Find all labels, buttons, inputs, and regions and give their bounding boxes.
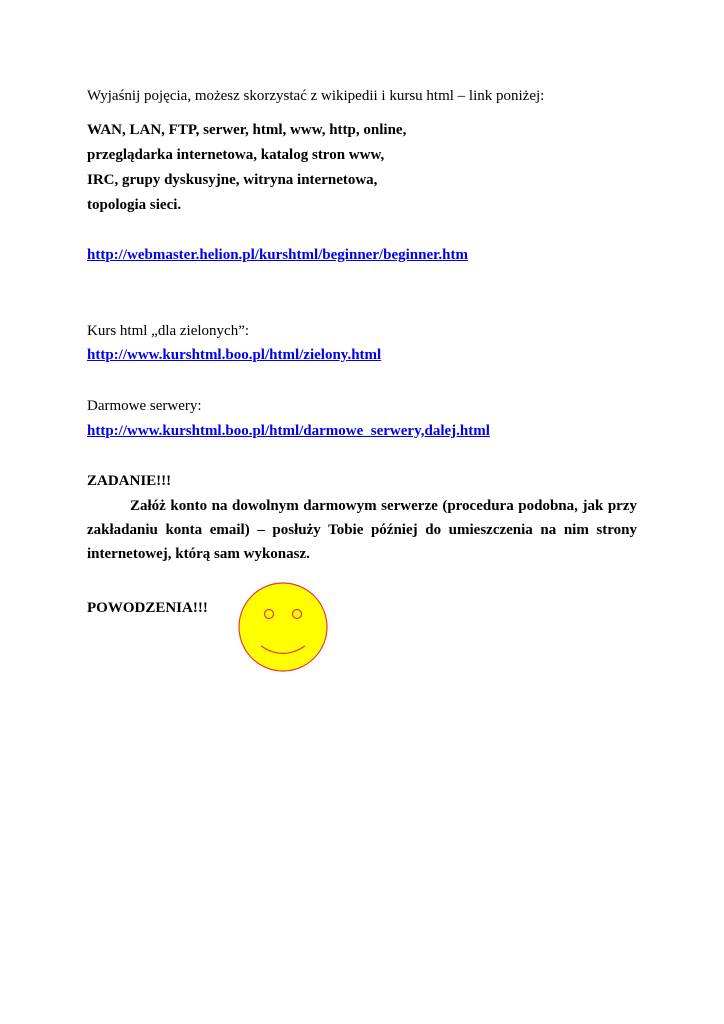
smiley-right-eye (293, 610, 302, 619)
terms-line-1: WAN, LAN, FTP, serwer, html, www, http, online, (87, 122, 407, 138)
helion-course-link[interactable]: http://webmaster.helion.pl/kurshtml/beginner/beginner.htm (87, 247, 469, 263)
terms-line-3: IRC, grupy dyskusyjne, witryna internetowa, (87, 172, 378, 188)
terms-line-4: topologia sieci. (87, 197, 182, 213)
intro-text: Wyjaśnij pojęcia, możesz skorzystać z wikipedii i kursu html – link poniżej: (87, 88, 545, 104)
task-text: Załóż konto na dowolnym darmowym serwerze (procedura podobna, jak przy zakładaniu konta email) – posłuży Tobie później do umieszczenia na nim strony internetowej, którą sam wykonasz. (87, 498, 637, 562)
task-paragraph (87, 494, 637, 566)
terms-line-2: przeglądarka internetowa, katalog stron www, (87, 147, 385, 163)
smiley-face-circle (239, 583, 327, 671)
free-servers-link[interactable]: http://www.kurshtml.boo.pl/html/darmowe_serwery,dalej.html (87, 423, 490, 439)
task-title: ZADANIE!!! (87, 473, 172, 489)
servers-label: Darmowe serwery: (87, 398, 202, 414)
closing-text: POWODZENIA!!! (87, 600, 208, 616)
smiley-face-icon (237, 581, 329, 673)
kurs-label: Kurs html „dla zielonych”: (87, 323, 250, 339)
smiley-left-eye (265, 610, 274, 619)
zielony-course-link[interactable]: http://www.kurshtml.boo.pl/html/zielony.html (87, 347, 382, 363)
